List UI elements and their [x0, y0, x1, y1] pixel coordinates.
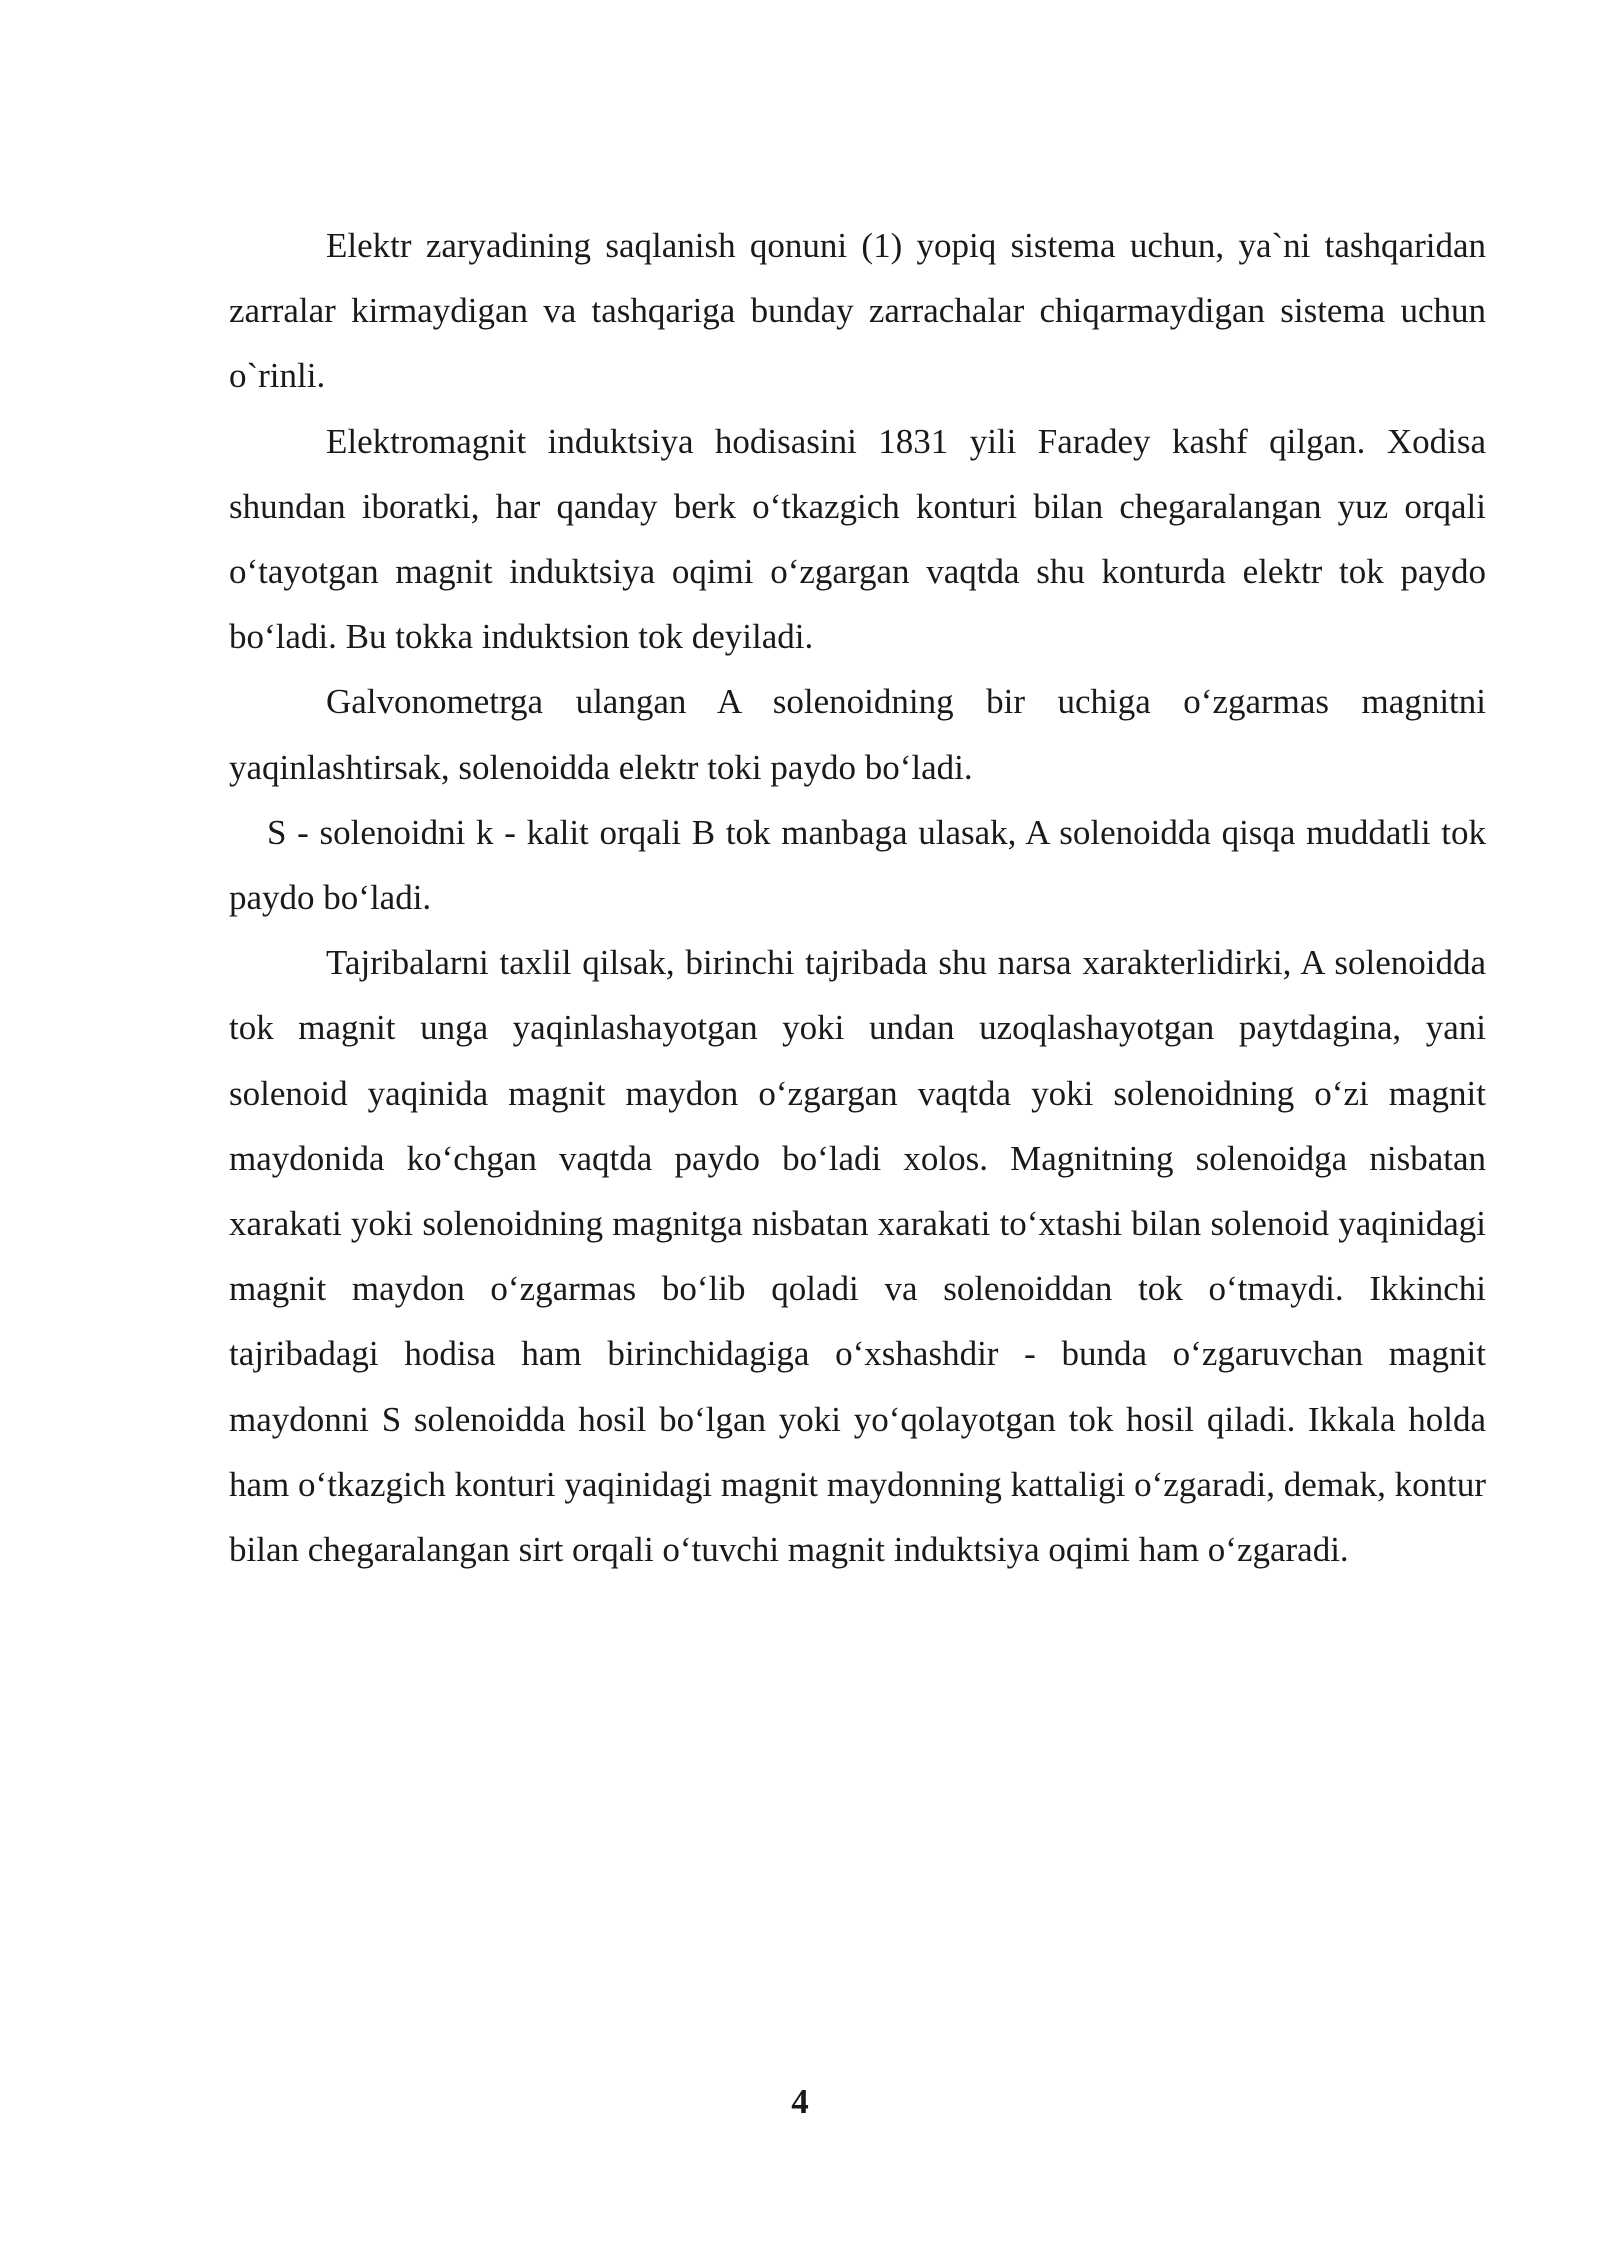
- paragraph-solenoid-switch: S - solenoidni k - kalit orqali B tok manbaga ulasak, A solenoidda qisqa muddatli tok paydo bo‘ladi.: [229, 812, 1486, 918]
- paragraph-galvanometer: Galvonometrga ulangan A solenoidning bir uchiga o‘zgarmas magnitni yaqinlashtirsak, solenoidda elektr toki paydo bo‘ladi.: [229, 682, 1486, 787]
- page-number: 4: [791, 2082, 809, 2121]
- document-body: [229, 213, 1486, 1582]
- paragraph-experiment-analysis: Tajribalarni taxlil qilsak, birinchi tajribada shu narsa xarakterlidirki, A solenoidda tok magnit unga yaqinlashayotgan yoki undan uzoqlashayotgan paytdagina, yani solenoid yaqinida magnit maydon o‘zgargan vaqtda yoki solenoidning o‘zi magnit maydonida ko‘chgan vaqtda paydo bo‘ladi xolos. Magnitning solenoidga nisbatan xarakati yoki solenoidning magnitga nisbatan xarakati to‘xtashi bilan solenoid yaqinidagi magnit maydon o‘zgarmas bo‘lib qoladi va solenoiddan tok o‘tmaydi. Ikkinchi tajribadagi hodisa ham birinchidagiga o‘xshashdir - bunda o‘zgaruvchan magnit maydonni S solenoidda hosil bo‘lgan yoki yo‘qolayotgan tok hosil qiladi. Ikkala holda ham o‘tkazgich konturi yaqinidagi magnit maydonning kattaligi o‘zgaradi, demak, kontur bilan chegaralangan sirt orqali o‘tuvchi magnit induktsiya oqimi ham o‘zgaradi.: [229, 943, 1486, 1570]
- paragraph-charge-conservation: Elektr zaryadining saqlanish qonuni (1) yopiq sistema uchun, ya`ni tashqaridan zarralar kirmaydigan va tashqariga bunday zarrachalar chiqarmaydigan sistema uchun o`rinli.: [229, 226, 1486, 396]
- paragraph-electromagnetic-induction: Elektromagnit induktsiya hodisasini 1831 yili Faradey kashf qilgan. Xodisa shundan iboratki, har qanday berk o‘tkazgich konturi bilan chegaralangan yuz orqali o‘tayotgan magnit induktsiya oqimi o‘zgargan vaqtda shu konturda elektr tok paydo bo‘ladi. Bu tokka induktsion tok deyiladi.: [229, 421, 1486, 657]
